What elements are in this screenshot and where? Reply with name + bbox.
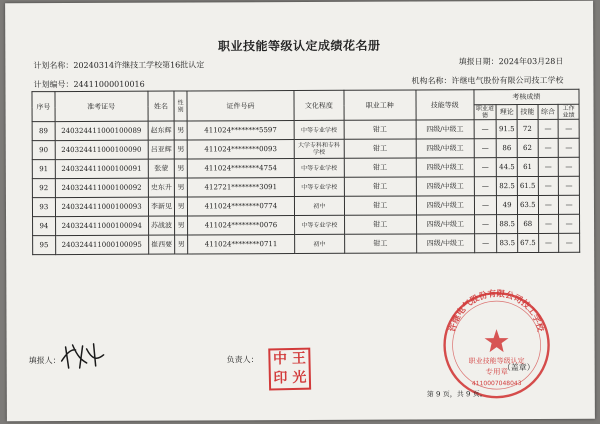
cell-comprehensive: — bbox=[538, 119, 559, 138]
header-education: 文化程度 bbox=[294, 90, 344, 120]
cell-seq: 92 bbox=[32, 179, 55, 198]
header-work: 工作业绩 bbox=[558, 104, 579, 119]
score-table bbox=[31, 89, 580, 255]
cell-gender: 男 bbox=[175, 140, 187, 159]
cell-seq: 94 bbox=[33, 217, 56, 236]
cell-education: 初中 bbox=[295, 234, 345, 253]
cell-work: — bbox=[559, 176, 580, 195]
cell-job: 钳工 bbox=[344, 177, 416, 196]
header-id-no: 证件号码 bbox=[187, 91, 294, 121]
cell-name: 张蒙 bbox=[148, 159, 175, 178]
plan-name: 计划名称：20240314许继技工学校第16批认定 bbox=[33, 60, 205, 71]
seal-char: 印 bbox=[273, 370, 288, 387]
cell-comprehensive: — bbox=[538, 195, 559, 214]
cell-id-no: 411024********4754 bbox=[187, 159, 294, 178]
round-seal-center-text: 专用章 bbox=[485, 367, 508, 377]
cell-exam-no: 240324411000100095 bbox=[55, 235, 148, 254]
cell-id-no: 411024********0076 bbox=[187, 216, 294, 235]
cell-level: 四级/中级工 bbox=[416, 215, 474, 234]
cell-seq: 89 bbox=[32, 122, 55, 141]
cell-theory: 91.5 bbox=[496, 120, 517, 139]
cell-skill: 68 bbox=[517, 214, 538, 233]
table-row bbox=[33, 233, 580, 254]
cell-id-no: 411024********5597 bbox=[187, 121, 294, 140]
header-gender: 性别 bbox=[174, 91, 187, 121]
filler-label: 填报人： bbox=[28, 356, 61, 366]
cell-level: 四级/中级工 bbox=[416, 139, 474, 158]
cell-exam-no: 240324411000100091 bbox=[55, 159, 148, 178]
organization-round-seal bbox=[440, 289, 552, 401]
cell-seq: 93 bbox=[32, 198, 55, 217]
cell-skill: 61.5 bbox=[517, 176, 538, 195]
document-title: 职业技能等级认定成绩花名册 bbox=[217, 38, 381, 54]
header-scores: 考核成绩 bbox=[474, 89, 579, 104]
cell-comprehensive: — bbox=[538, 214, 559, 233]
cell-level: 四级/中级工 bbox=[416, 120, 474, 139]
cell-name: 苏战波 bbox=[148, 216, 175, 235]
seal-char: 中 bbox=[272, 351, 288, 368]
cell-level: 四级/中级工 bbox=[416, 196, 474, 215]
cell-education: 中等专业学校 bbox=[295, 215, 345, 234]
cell-ethics: — bbox=[474, 158, 497, 177]
cell-ethics: — bbox=[474, 215, 497, 234]
org-name: 机构名称：许继电气股份有限公司技工学校 bbox=[411, 75, 564, 86]
fill-date: 填报日期：2024年03月28日 bbox=[458, 56, 564, 67]
cell-work: — bbox=[559, 195, 580, 214]
owner-label: 负责人： bbox=[226, 355, 259, 365]
plan-number: 计划编号：24411000010016 bbox=[33, 79, 145, 90]
cell-name: 李新见 bbox=[148, 197, 175, 216]
cell-comprehensive: — bbox=[538, 176, 559, 195]
cell-job: 钳工 bbox=[344, 234, 416, 253]
cell-education: 初中 bbox=[295, 196, 345, 215]
cell-skill: 61 bbox=[517, 157, 538, 176]
cell-work: — bbox=[558, 119, 579, 138]
document-sheet bbox=[5, 1, 595, 422]
round-seal-code: 4110007048043 bbox=[471, 380, 522, 388]
cell-gender: 男 bbox=[175, 159, 187, 178]
cell-seq: 95 bbox=[33, 236, 56, 255]
cell-theory: 83.5 bbox=[497, 234, 518, 253]
cell-job: 钳工 bbox=[344, 196, 416, 215]
cell-name: 吕亚辉 bbox=[148, 140, 175, 159]
seal-char: 王 bbox=[291, 350, 307, 367]
cell-exam-no: 240324411000100089 bbox=[55, 121, 148, 140]
cell-ethics: — bbox=[474, 196, 497, 215]
cell-gender: 男 bbox=[174, 121, 186, 140]
header-theory: 理论 bbox=[496, 105, 517, 120]
cell-exam-no: 240324411000100090 bbox=[55, 140, 148, 159]
table-row bbox=[32, 138, 579, 159]
header-skill: 技能 bbox=[517, 104, 538, 119]
cell-seq: 90 bbox=[32, 141, 55, 160]
cell-ethics: — bbox=[474, 139, 497, 158]
round-seal-inner-text: 职业技能等级认定 bbox=[468, 357, 525, 366]
cell-theory: 49 bbox=[497, 196, 518, 215]
header-ethics: 职业道德 bbox=[474, 105, 497, 120]
cell-skill: 72 bbox=[517, 119, 538, 138]
cell-work: — bbox=[559, 214, 580, 233]
cell-job: 钳工 bbox=[344, 215, 416, 234]
filler-signature bbox=[59, 339, 107, 371]
cell-theory: 86 bbox=[496, 139, 517, 158]
cell-name: 赵东辉 bbox=[148, 121, 175, 140]
cell-work: — bbox=[559, 233, 580, 252]
cell-job: 钳工 bbox=[344, 120, 416, 139]
cell-ethics: — bbox=[474, 120, 497, 139]
svg-text:许继电气股份有限公司技工学校 bbox=[447, 289, 546, 334]
cell-gender: 男 bbox=[175, 178, 187, 197]
cell-education: 中等专业学校 bbox=[294, 177, 344, 196]
cell-level: 四级/中级工 bbox=[416, 234, 474, 253]
header-level: 技能等级 bbox=[416, 90, 474, 120]
cell-exam-no: 240324411000100093 bbox=[55, 197, 148, 216]
header-comprehensive: 综合 bbox=[538, 104, 559, 119]
seal-char: 光 bbox=[292, 369, 307, 386]
cell-comprehensive: — bbox=[538, 138, 559, 157]
cell-comprehensive: — bbox=[538, 233, 559, 252]
header-seq: 序号 bbox=[32, 92, 55, 122]
header-exam-no: 准考证号 bbox=[55, 91, 148, 121]
cell-gender: 男 bbox=[175, 216, 187, 235]
cell-gender: 男 bbox=[175, 197, 187, 216]
cell-ethics: — bbox=[474, 234, 497, 253]
cell-education: 大学专科和专科学校 bbox=[294, 139, 344, 158]
stamp-label: （盖章） bbox=[502, 362, 535, 373]
table-row bbox=[32, 195, 579, 216]
cell-work: — bbox=[558, 138, 579, 157]
cell-name: 史东升 bbox=[148, 178, 175, 197]
cell-id-no: 411024********0774 bbox=[187, 197, 294, 216]
cell-skill: 67.5 bbox=[518, 233, 539, 252]
cell-job: 钳工 bbox=[344, 158, 416, 177]
cell-theory: 44.5 bbox=[497, 158, 518, 177]
cell-job: 钳工 bbox=[344, 139, 416, 158]
cell-comprehensive: — bbox=[538, 157, 559, 176]
cell-id-no: 411024********0093 bbox=[187, 140, 294, 159]
cell-level: 四级/中级工 bbox=[416, 177, 474, 196]
header-job: 职业工种 bbox=[344, 90, 416, 120]
cell-theory: 82.5 bbox=[497, 177, 518, 196]
cell-gender: 男 bbox=[175, 235, 187, 254]
cell-exam-no: 240324411000100094 bbox=[55, 216, 148, 235]
cell-id-no: 412721********3091 bbox=[187, 178, 294, 197]
cell-seq: 91 bbox=[32, 160, 55, 179]
table-body bbox=[32, 119, 580, 254]
table-row bbox=[32, 157, 579, 178]
table-row bbox=[32, 119, 579, 140]
cell-exam-no: 240324411000100092 bbox=[55, 178, 148, 197]
cell-name: 崔西要 bbox=[148, 235, 175, 254]
cell-education: 中等专业学校 bbox=[294, 158, 344, 177]
cell-ethics: — bbox=[474, 177, 497, 196]
cell-skill: 62 bbox=[517, 138, 538, 157]
table-row bbox=[32, 176, 579, 197]
cell-id-no: 411024********0711 bbox=[187, 235, 294, 254]
cell-skill: 63.5 bbox=[517, 195, 538, 214]
cell-theory: 88.5 bbox=[497, 215, 518, 234]
cell-work: — bbox=[558, 157, 579, 176]
round-seal-top-text: 许继电气股份有限公司技工学校 bbox=[447, 289, 546, 334]
page-number: 第 9 页，共 9 页。 bbox=[426, 390, 487, 399]
table-row bbox=[33, 214, 580, 235]
cell-level: 四级/中级工 bbox=[416, 158, 474, 177]
cell-education: 中等专业学校 bbox=[294, 120, 344, 139]
header-name: 姓名 bbox=[148, 91, 175, 121]
owner-square-seal bbox=[268, 348, 311, 391]
